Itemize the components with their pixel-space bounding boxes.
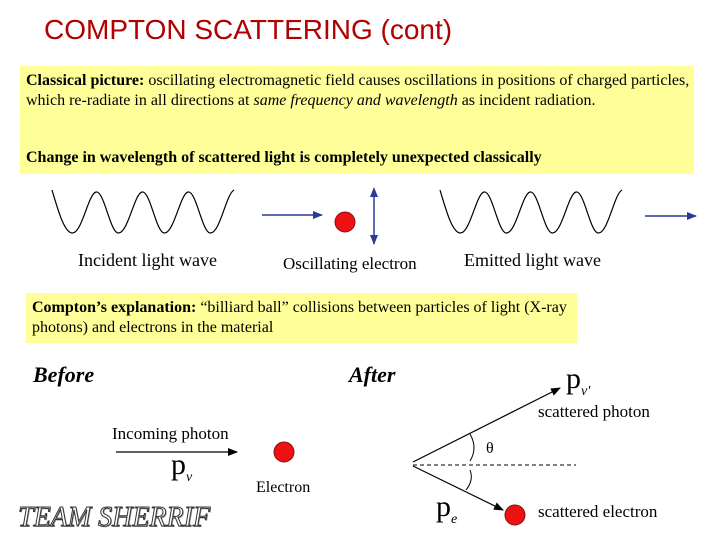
theta-label: θ	[486, 440, 494, 457]
team-watermark: TEAM SHERRIF	[18, 502, 211, 533]
p-nu-prime-subscript: ν'	[581, 384, 591, 399]
compton-lead: Compton’s explanation:	[32, 299, 197, 316]
classical-emphasis: same frequency and wavelength	[253, 92, 458, 109]
oscillating-electron-dot	[335, 212, 355, 232]
p-nu-prime-letter: p	[566, 362, 581, 395]
p-e-subscript: e	[451, 512, 458, 527]
classical-lead: Classical picture:	[26, 72, 145, 89]
electron-dot	[274, 442, 294, 462]
classical-text2: as incident radiation.	[457, 92, 596, 109]
emitted-wave-label: Emitted light wave	[464, 250, 601, 270]
p-nu-subscript: ν	[186, 470, 193, 485]
emitted-wave	[440, 190, 622, 233]
incoming-photon-label: Incoming photon	[112, 424, 229, 443]
p-e-letter: p	[436, 490, 451, 523]
p-e-symbol	[436, 490, 457, 528]
oscillating-electron-label: Oscillating electron	[283, 254, 417, 273]
incident-wave	[52, 190, 234, 233]
electron-label: Electron	[256, 479, 311, 496]
p-nu-symbol	[171, 448, 192, 486]
scattered-photon-label: scattered photon	[538, 402, 650, 421]
scattered-electron-arrow	[413, 466, 503, 510]
scattered-electron-dot	[505, 505, 525, 525]
electron-angle-arc	[466, 470, 471, 490]
change-text: Change in wavelength of scattered light is completely unexpected classically	[26, 149, 542, 166]
classical-text1: oscillating electromagnetic field causes oscillations in positions of charged particles, which re-radiate in all directions at	[26, 72, 690, 109]
p-nu-letter: p	[171, 448, 186, 481]
after-label: After	[349, 362, 396, 387]
p-nu-prime-symbol	[566, 362, 590, 400]
compton-text: “billiard ball” collisions between particles of light (X-ray photons) and electrons in the material	[32, 299, 567, 336]
theta-arc	[470, 434, 474, 461]
incident-wave-label: Incident light wave	[78, 250, 217, 270]
scattered-electron-label: scattered electron	[538, 502, 658, 521]
page-title: COMPTON SCATTERING (cont)	[44, 14, 453, 45]
compton-paragraph	[32, 298, 572, 338]
before-label: Before	[33, 362, 95, 387]
